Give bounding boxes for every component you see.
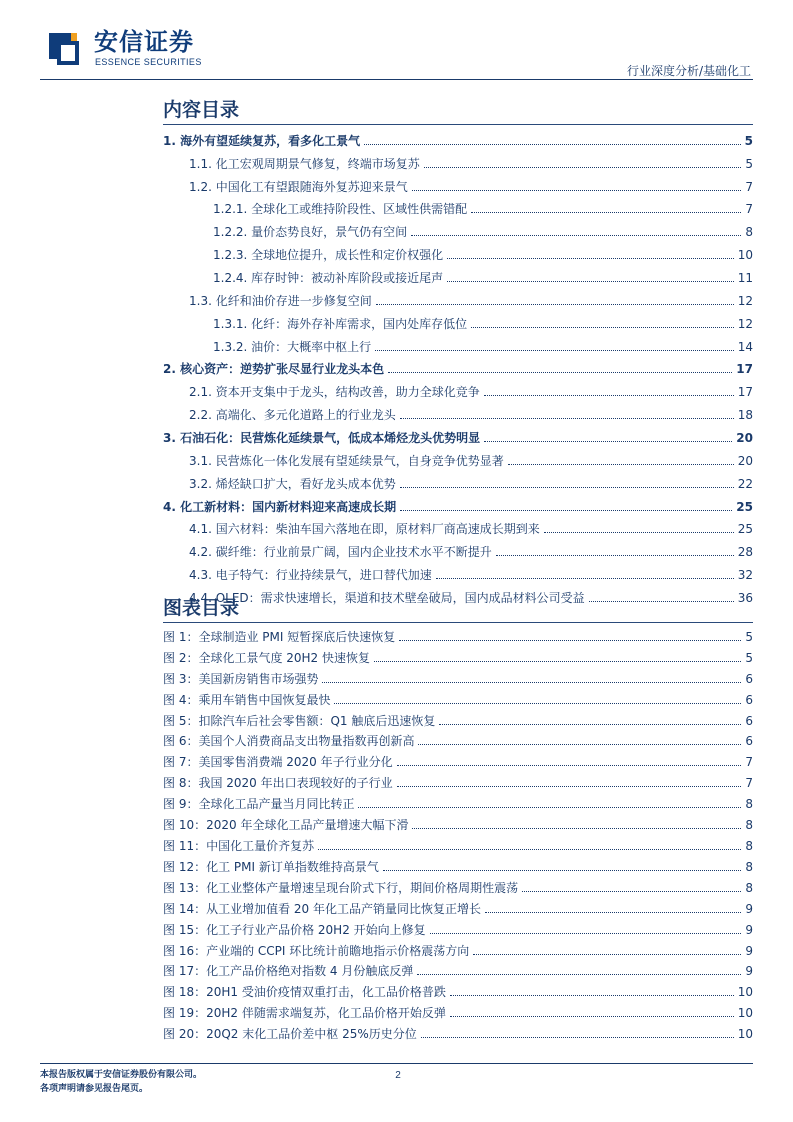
toc-entry-label: 1. 海外有望延续复苏，看多化工景气 [163,133,361,148]
toc-entry-page: 17 [737,385,753,400]
dot-leader [411,235,741,236]
dot-leader [589,601,734,602]
toc-entry-page: 5 [745,156,753,171]
figure-entry-page: 5 [745,629,753,644]
figure-entry-page: 7 [745,755,753,770]
dot-leader [447,281,734,282]
toc-entry-label: 1.2. 中国化工有望跟随海外复苏迎来景气 [189,179,408,194]
dot-leader [358,807,741,808]
figure-entry-label: 图 7：美国零售消费端 2020 年子行业分化 [163,755,393,770]
toc-entry-label: 1.3.1. 化纤：海外存补库需求，国内处库存低位 [213,316,468,331]
dot-leader [375,350,734,351]
figure-entry-label: 图 8：我国 2020 年出口表现较好的子行业 [163,776,393,791]
figure-entry-page: 8 [745,859,753,874]
dot-leader [447,258,734,259]
toc-entry[interactable] [163,172,753,195]
figure-entry-page: 9 [745,901,753,916]
figure-entry-label: 图 5：扣除汽车后社会零售额：Q1 触底后迅速恢复 [163,713,436,728]
toc-entry[interactable] [163,355,753,378]
dot-leader [397,765,742,766]
page-number: 2 [395,1070,401,1081]
toc-entry[interactable] [163,515,753,538]
figure-entry-label: 图 3：美国新房销售市场强势 [163,671,319,686]
toc-entry[interactable] [163,560,753,583]
toc-title: 内容目录 [163,99,240,121]
toc-entry[interactable] [163,217,753,240]
dot-leader [400,487,734,488]
figure-entry[interactable] [163,729,753,750]
dot-leader [508,464,734,465]
dot-leader [471,327,734,328]
figure-list [163,624,753,1042]
toc-entry-label: 1.2.1. 全球化工或维持阶段性、区域性供需错配 [213,202,468,217]
toc-entry-label: 1.2.2. 量价态势良好，景气仍有空间 [213,225,408,240]
figure-entry-label: 图 18：20H1 受油价疫情双重打击，化工品价格普跌 [163,985,446,1000]
header-divider [40,79,753,80]
toc-list [163,126,753,606]
report-category: 行业深度分析/基础化工 [626,64,751,78]
figure-entry-page: 8 [745,797,753,812]
dot-leader [522,891,741,892]
toc-entry-page: 36 [737,591,753,606]
toc-entry-page: 12 [737,293,753,308]
toc-entry[interactable] [163,469,753,492]
dot-leader [318,849,741,850]
figure-entry-page: 9 [745,943,753,958]
figure-entry-label: 图 20：20Q2 末化工品价差中枢 25%历史分位 [163,1027,417,1042]
dot-leader [400,418,734,419]
dot-leader [399,640,741,641]
toc-entry[interactable] [163,286,753,309]
toc-entry[interactable] [163,263,753,286]
figure-entry-label: 图 12：化工 PMI 新订单指数维持高景气 [163,859,379,874]
figure-entry[interactable] [163,1000,753,1021]
figure-entry[interactable] [163,812,753,833]
toc-entry-page: 20 [736,431,753,446]
dot-leader [417,974,741,975]
dot-leader [418,744,741,745]
figure-entry[interactable] [163,1021,753,1042]
figures-title: 图表目录 [163,597,240,619]
footer-disclaimer: 各项声明请参见报告尾页。 [40,1084,149,1094]
figure-entry[interactable] [163,791,753,812]
dot-leader [421,1037,734,1038]
figure-entry[interactable] [163,896,753,917]
toc-entry-page: 14 [737,339,753,354]
toc-entry-label: 1.2.3. 全球地位提升，成长性和定价权强化 [213,248,444,263]
figure-entry-label: 图 17：化工产品价格绝对指数 4 月份触底反弹 [163,964,414,979]
figure-entry-label: 图 11：中国化工量价齐复苏 [163,838,315,853]
toc-entry-label: 2.1. 资本开支集中于龙头，结构改善，助力全球化竞争 [189,385,480,400]
toc-entry-page: 5 [744,133,753,148]
dot-leader [397,786,742,787]
figure-entry-label: 图 6：美国个人消费商品支出物量指数再创新高 [163,734,415,749]
figure-entry-page: 10 [737,985,753,1000]
figure-entry-page: 8 [745,838,753,853]
toc-entry-label: 1.1. 化工宏观周期景气修复，终端市场复苏 [189,156,420,171]
figure-entry-page: 5 [745,650,753,665]
figure-entry-page: 8 [745,880,753,895]
figure-entry-label: 图 9：全球化工品产量当月同比转正 [163,797,355,812]
figure-entry[interactable] [163,959,753,980]
logo-english-name: ESSENCE SECURITIES [95,57,202,67]
dot-leader [473,954,741,955]
toc-entry[interactable] [163,423,753,446]
dot-leader [412,828,741,829]
figure-entry[interactable] [163,833,753,854]
toc-entry-label: 1.3.2. 油价：大概率中枢上行 [213,339,372,354]
dot-leader [450,1016,734,1017]
toc-entry-label: 2. 核心资产：逆势扩张尽显行业龙头本色 [163,362,385,377]
figure-entry-label: 图 13：化工业整体产量增速呈现台阶式下行，期间价格周期性震荡 [163,880,519,895]
toc-title-rule [163,124,753,125]
figure-entry-label: 图 2：全球化工景气度 20H2 快速恢复 [163,650,371,665]
page-header [0,0,793,80]
figure-entry-page: 6 [745,692,753,707]
figure-entry[interactable] [163,875,753,896]
figure-entry[interactable] [163,979,753,1000]
toc-entry-page: 12 [737,316,753,331]
figure-entry-label: 图 16：产业端的 CCPI 环比统计前瞻地指示价格震荡方向 [163,943,470,958]
toc-entry[interactable] [163,149,753,172]
figure-entry-label: 图 10：2020 年全球化工品产量增速大幅下滑 [163,818,409,833]
toc-entry[interactable] [163,537,753,560]
dot-leader [388,372,732,373]
toc-entry-label: 4. 化工新材料：国内新材料迎来高速成长期 [163,499,397,514]
figure-entry-label: 图 19：20H2 伴随需求端复苏，化工品价格开始反弹 [163,1006,446,1021]
toc-entry-label: 1.3. 化纤和油价存进一步修复空间 [189,293,372,308]
dot-leader [471,212,741,213]
figure-entry[interactable] [163,770,753,791]
dot-leader [400,510,732,511]
dot-leader [450,995,734,996]
toc-entry-label: 3. 石油石化：民营炼化延续景气，低成本烯烃龙头优势明显 [163,431,481,446]
figure-entry[interactable] [163,645,753,666]
toc-entry[interactable] [163,400,753,423]
figures-title-rule [163,622,753,623]
figure-entry[interactable] [163,854,753,875]
dot-leader [412,190,742,191]
toc-entry[interactable] [163,492,753,515]
toc-entry-page: 18 [737,408,753,423]
toc-entry-label: 1.2.4. 库存时钟：被动补库阶段或接近尾声 [213,271,444,286]
dot-leader [430,933,742,934]
footer-notes [40,1068,202,1096]
figure-entry-label: 图 15：化工子行业产品价格 20H2 开始向上修复 [163,922,426,937]
figure-entry[interactable] [163,687,753,708]
toc-entry[interactable] [163,446,753,469]
dot-leader [485,912,741,913]
dot-leader [439,724,741,725]
toc-entry-label: 3.2. 烯烃缺口扩大，看好龙头成本优势 [189,476,396,491]
figure-entry-page: 8 [745,818,753,833]
figure-entry-page: 10 [737,1006,753,1021]
dot-leader [364,144,741,145]
logo-chinese-name: 安信证券 [94,28,194,56]
toc-entry-label: 4.1. 国六材料：柴油车国六落地在即，原材料厂商高速成长期到来 [189,522,540,537]
toc-entry-label: 4.4. OLED：需求快速增长，渠道和技术壁垒破局，国内成品材料公司受益 [189,591,585,606]
toc-entry[interactable] [163,240,753,263]
toc-entry[interactable] [163,309,753,332]
figure-entry[interactable] [163,938,753,959]
figure-entry-page: 10 [737,1027,753,1042]
figure-entry[interactable] [163,917,753,938]
dot-leader [322,682,741,683]
dot-leader [334,703,741,704]
toc-entry-label: 3.1. 民营炼化一体化发展有望延续景气，自身竞争优势显著 [189,453,504,468]
toc-entry-page: 8 [745,225,753,240]
dot-leader [496,555,734,556]
figure-entry[interactable] [163,624,753,645]
toc-entry-page: 7 [745,202,753,217]
figure-entry[interactable] [163,749,753,770]
figure-entry-page: 6 [745,734,753,749]
figure-entry[interactable] [163,708,753,729]
toc-entry-page: 25 [737,522,753,537]
figure-entry-page: 6 [745,671,753,686]
toc-entry-page: 11 [737,271,753,286]
toc-entry-page: 7 [745,179,753,194]
toc-entry-label: 4.3. 电子特气：行业持续景气，进口替代加速 [189,568,432,583]
figure-entry-page: 9 [745,964,753,979]
toc-entry[interactable] [163,583,753,606]
toc-entry-page: 32 [737,568,753,583]
dot-leader [383,870,742,871]
figure-entry-page: 9 [745,922,753,937]
figure-entry-page: 7 [745,776,753,791]
toc-entry-label: 4.2. 碳纤维：行业前景广阔，国内企业技术水平不断提升 [189,545,492,560]
toc-entry[interactable] [163,332,753,355]
toc-entry[interactable] [163,195,753,218]
essence-logo-icon [45,29,81,67]
figure-entry-page: 6 [745,713,753,728]
toc-entry-page: 25 [736,499,753,514]
dot-leader [376,304,734,305]
dot-leader [484,395,734,396]
footer-divider [40,1063,753,1064]
dot-leader [424,167,742,168]
footer-copyright: 本报告版权属于安信证券股份有限公司。 [40,1070,203,1080]
figure-entry[interactable] [163,666,753,687]
toc-entry-label: 2.2. 高端化、多元化道路上的行业龙头 [189,408,396,423]
toc-entry-page: 28 [737,545,753,560]
toc-entry-page: 10 [737,248,753,263]
toc-entry-page: 22 [737,476,753,491]
figure-entry-label: 图 4：乘用车销售中国恢复最快 [163,692,331,707]
toc-entry[interactable] [163,377,753,400]
figure-entry-label: 图 14：从工业增加值看 20 年化工品产销量同比恢复正增长 [163,901,481,916]
figure-entry-label: 图 1：全球制造业 PMI 短暂探底后快速恢复 [163,629,396,644]
dot-leader [484,441,732,442]
dot-leader [436,578,734,579]
dot-leader [374,661,741,662]
dot-leader [544,532,734,533]
toc-entry[interactable] [163,126,753,149]
toc-entry-page: 17 [736,362,753,377]
toc-entry-page: 20 [737,453,753,468]
